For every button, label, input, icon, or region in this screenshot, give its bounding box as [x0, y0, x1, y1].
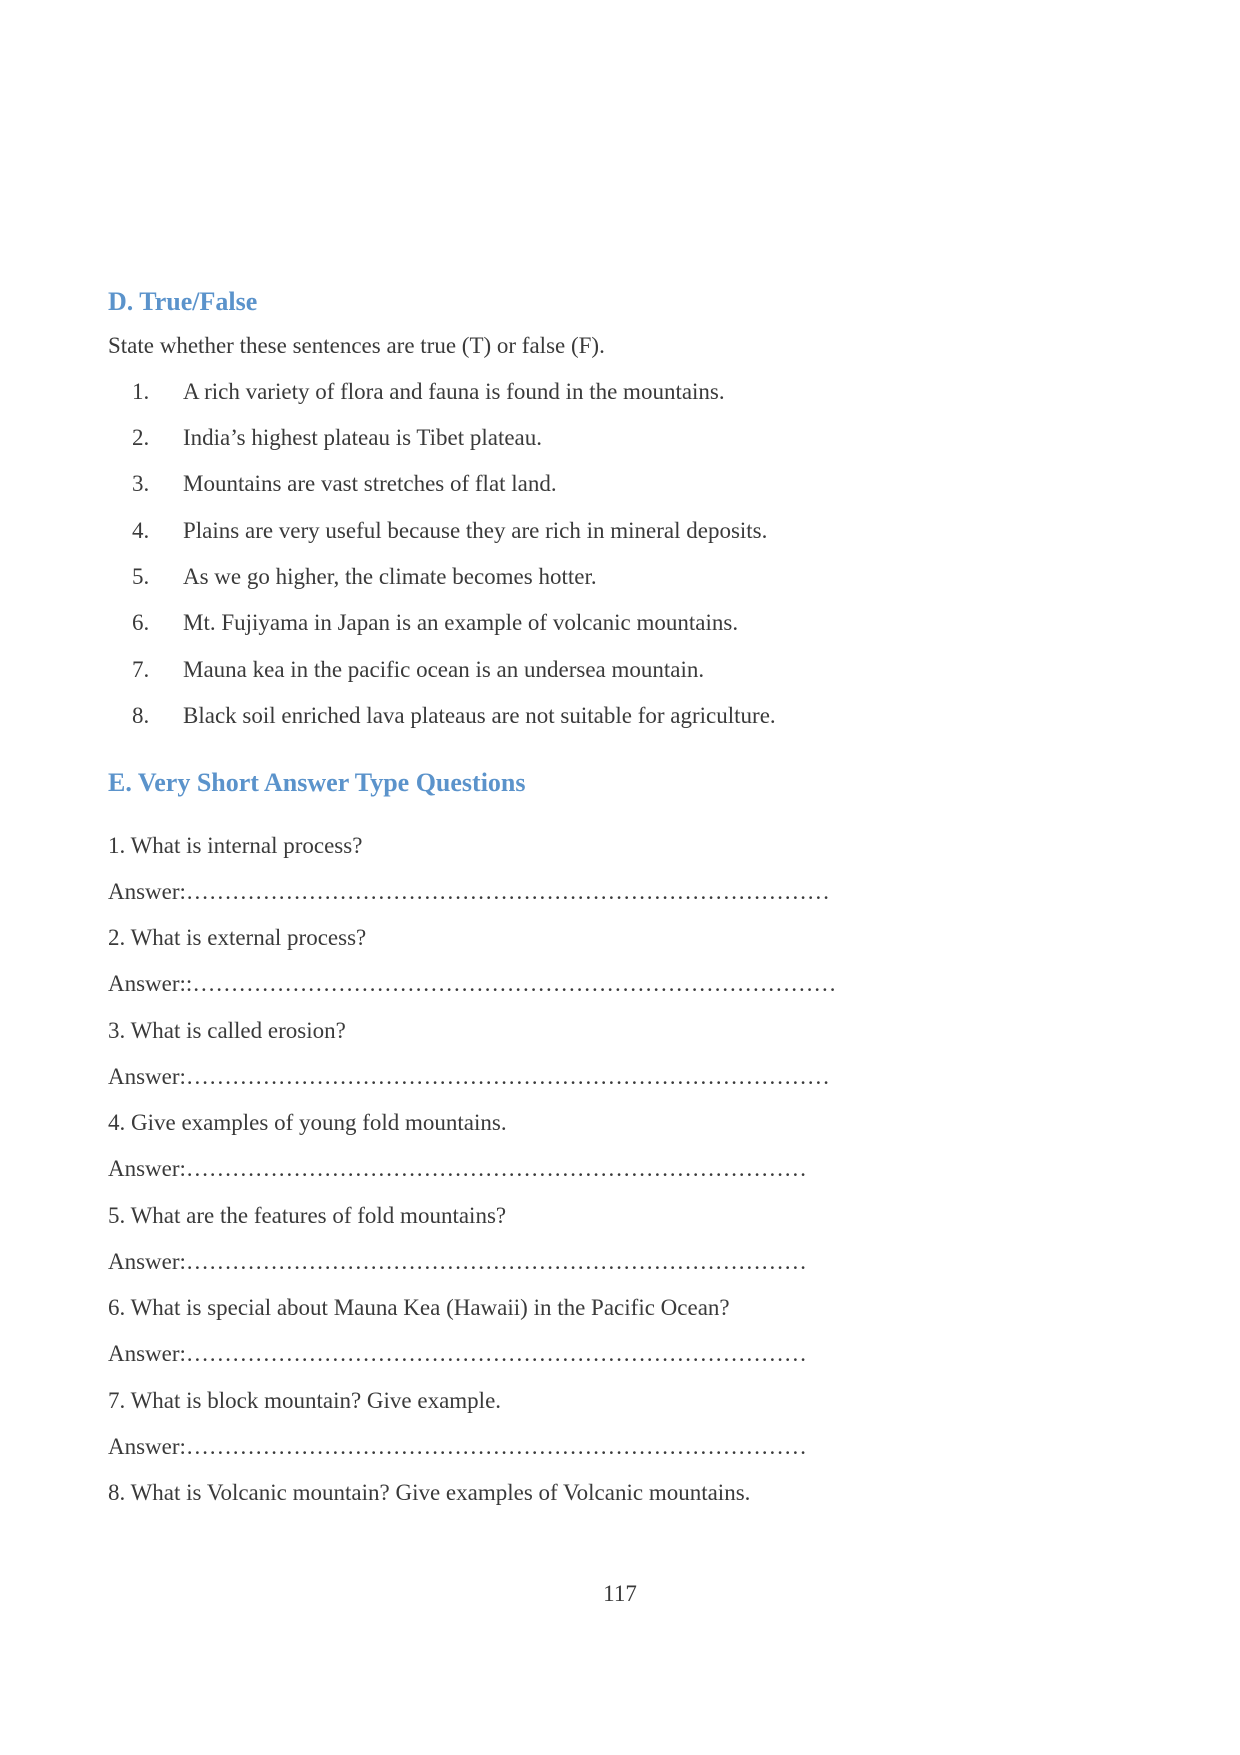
- item-number: 2.: [132, 425, 150, 450]
- list-item: [0, 380, 1000, 410]
- answer-line: Answer:………………………………………………………………………: [108, 1341, 807, 1366]
- question-text: 8. What is Volcanic mountain? Give examples of Volcanic mountains.: [108, 1480, 751, 1505]
- item-text: Black soil enriched lava plateaus are not suitable for agriculture.: [183, 703, 776, 728]
- question-text: 1. What is internal process?: [108, 833, 363, 858]
- section-d-heading: D. True/False: [108, 287, 258, 316]
- question-text: 4. Give examples of young fold mountains.: [108, 1110, 507, 1135]
- list-item: [0, 704, 1000, 734]
- item-number: 7.: [132, 657, 150, 682]
- item-number: 5.: [132, 564, 150, 589]
- answer-line: Answer:………………………………………………………………………: [108, 1156, 807, 1181]
- item-number: 4.: [132, 518, 150, 543]
- item-text: A rich variety of flora and fauna is found in the mountains.: [183, 379, 725, 404]
- item-text: Plains are very useful because they are rich in mineral deposits.: [183, 518, 768, 543]
- list-item: [0, 565, 1000, 595]
- true-false-instruction: State whether these sentences are true (T) or false (F).: [108, 333, 605, 358]
- question-text: 5. What are the features of fold mountains?: [108, 1203, 507, 1228]
- question-text: 2. What is external process?: [108, 925, 367, 950]
- item-text: Mountains are vast stretches of flat land.: [183, 471, 557, 496]
- section-e-heading: E. Very Short Answer Type Questions: [108, 768, 526, 797]
- answer-line: Answer:…………………………………………………………………………: [108, 879, 830, 904]
- item-text: As we go higher, the climate becomes hotter.: [183, 564, 597, 589]
- answer-line: Answer:………………………………………………………………………: [108, 1249, 807, 1274]
- item-text: Mauna kea in the pacific ocean is an undersea mountain.: [183, 657, 705, 682]
- answer-line: Answer:………………………………………………………………………: [108, 1434, 807, 1459]
- question-text: 3. What is called erosion?: [108, 1018, 346, 1043]
- item-number: 3.: [132, 471, 150, 496]
- page-number: 117: [603, 1581, 637, 1606]
- list-item: [0, 611, 1000, 641]
- item-text: India’s highest plateau is Tibet plateau.: [183, 425, 543, 450]
- answer-line: Answer:…………………………………………………………………………: [108, 1064, 830, 1089]
- item-text: Mt. Fujiyama in Japan is an example of volcanic mountains.: [183, 610, 739, 635]
- list-item: [0, 658, 1000, 688]
- item-number: 6.: [132, 610, 150, 635]
- list-item: [0, 472, 1000, 502]
- question-text: 6. What is special about Mauna Kea (Hawaii) in the Pacific Ocean?: [108, 1295, 730, 1320]
- item-number: 1.: [132, 379, 150, 404]
- question-text: 7. What is block mountain? Give example.: [108, 1388, 502, 1413]
- item-number: 8.: [132, 703, 150, 728]
- list-item: [0, 426, 1000, 456]
- list-item: [0, 519, 1000, 549]
- answer-line: Answer::…………………………………………………………………………: [108, 971, 837, 996]
